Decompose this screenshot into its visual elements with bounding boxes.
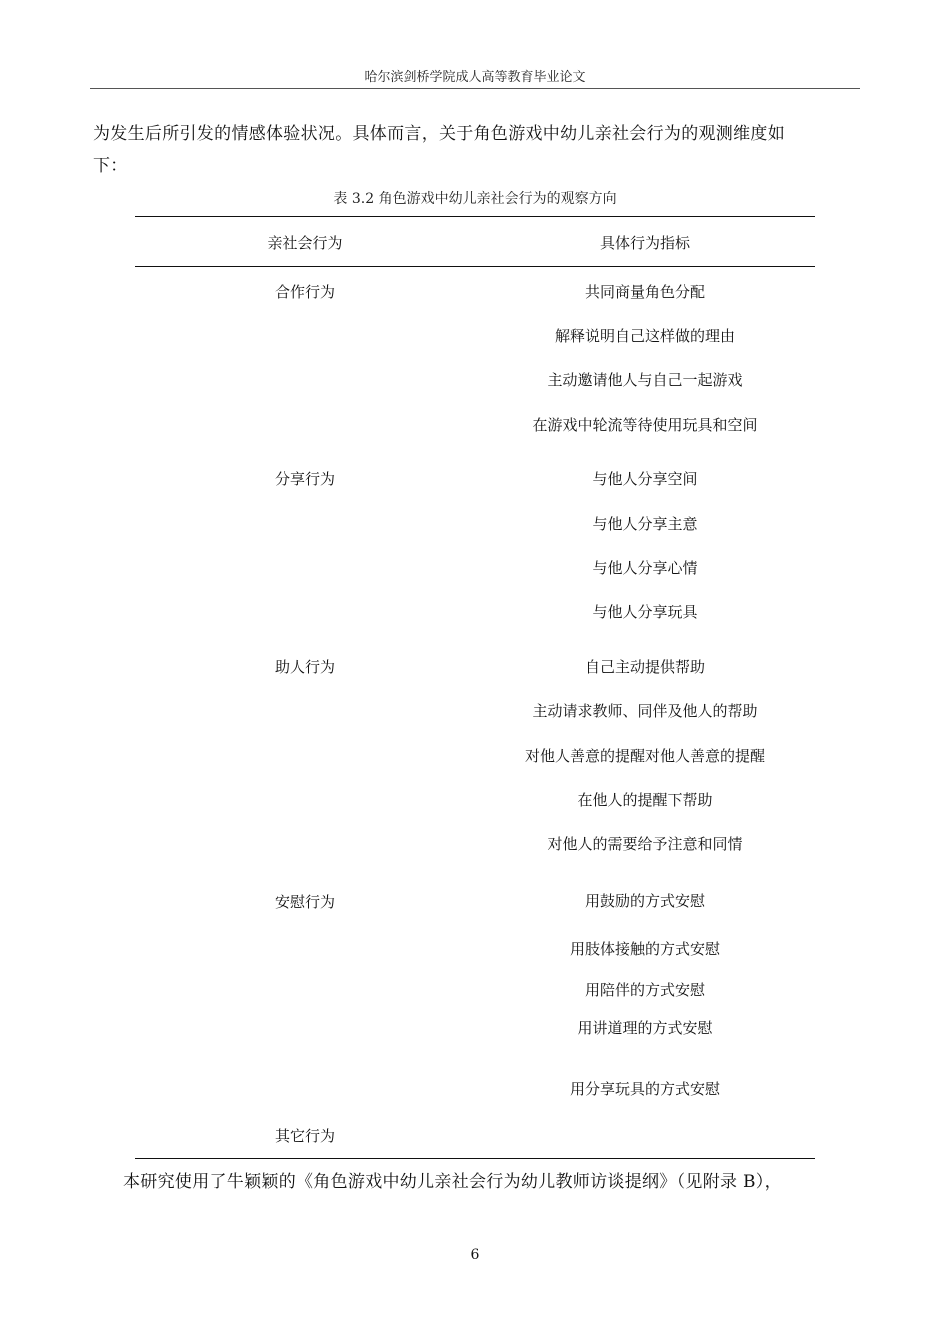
- header-indicator: 具体行为指标: [599, 234, 690, 252]
- category-cooperation: 合作行为: [274, 283, 335, 301]
- table-header-rule: [135, 266, 815, 267]
- closing-paragraph: 本研究使用了牛颖颖的《角色游戏中幼儿亲社会行为幼儿教师访谈提纲》（见附录 B），: [123, 1172, 782, 1192]
- indicator-item: 与他人分享心情: [592, 559, 698, 577]
- category-sharing: 分享行为: [274, 470, 335, 488]
- table-bottom-rule: [135, 1158, 815, 1159]
- indicator-item: 用肢体接触的方式安慰: [569, 940, 720, 958]
- category-comforting: 安慰行为: [274, 893, 335, 911]
- header-rule: [90, 88, 860, 89]
- indicator-item: 主动邀请他人与自己一起游戏: [547, 371, 743, 389]
- indicator-item: 对他人的需要给予注意和同情: [547, 835, 743, 853]
- intro-line-1: 为发生后所引发的情感体验状况。具体而言，关于角色游戏中幼儿亲社会行为的观测维度如: [93, 124, 785, 144]
- indicator-item: 用陪伴的方式安慰: [584, 981, 705, 999]
- indicator-item: 解释说明自己这样做的理由: [554, 327, 735, 345]
- indicator-item: 在游戏中轮流等待使用玩具和空间: [532, 416, 758, 434]
- indicator-item: 自己主动提供帮助: [584, 658, 705, 676]
- page-number: 6: [470, 1247, 480, 1263]
- indicator-item: 与他人分享玩具: [592, 603, 698, 621]
- indicator-item: 与他人分享主意: [592, 515, 698, 533]
- running-header: 哈尔滨剑桥学院成人高等教育毕业论文: [364, 70, 586, 85]
- indicator-item: 用分享玩具的方式安慰: [569, 1080, 720, 1098]
- indicator-item: 与他人分享空间: [592, 470, 698, 488]
- indicator-item: 用鼓励的方式安慰: [584, 892, 705, 910]
- indicator-item: 在他人的提醒下帮助: [577, 791, 713, 809]
- indicator-item: 对他人善意的提醒对他人善意的提醒: [524, 747, 765, 765]
- intro-line-2: 下：: [93, 156, 128, 176]
- indicator-item: 用讲道理的方式安慰: [577, 1019, 713, 1037]
- header-category: 亲社会行为: [267, 234, 343, 252]
- indicator-item: 主动请求教师、同伴及他人的帮助: [532, 702, 758, 720]
- table-caption: 表 3.2 角色游戏中幼儿亲社会行为的观察方向: [333, 191, 617, 207]
- category-helping: 助人行为: [274, 658, 335, 676]
- indicator-item: 共同商量角色分配: [584, 283, 705, 301]
- category-other: 其它行为: [274, 1127, 335, 1145]
- table-top-rule: [135, 216, 815, 217]
